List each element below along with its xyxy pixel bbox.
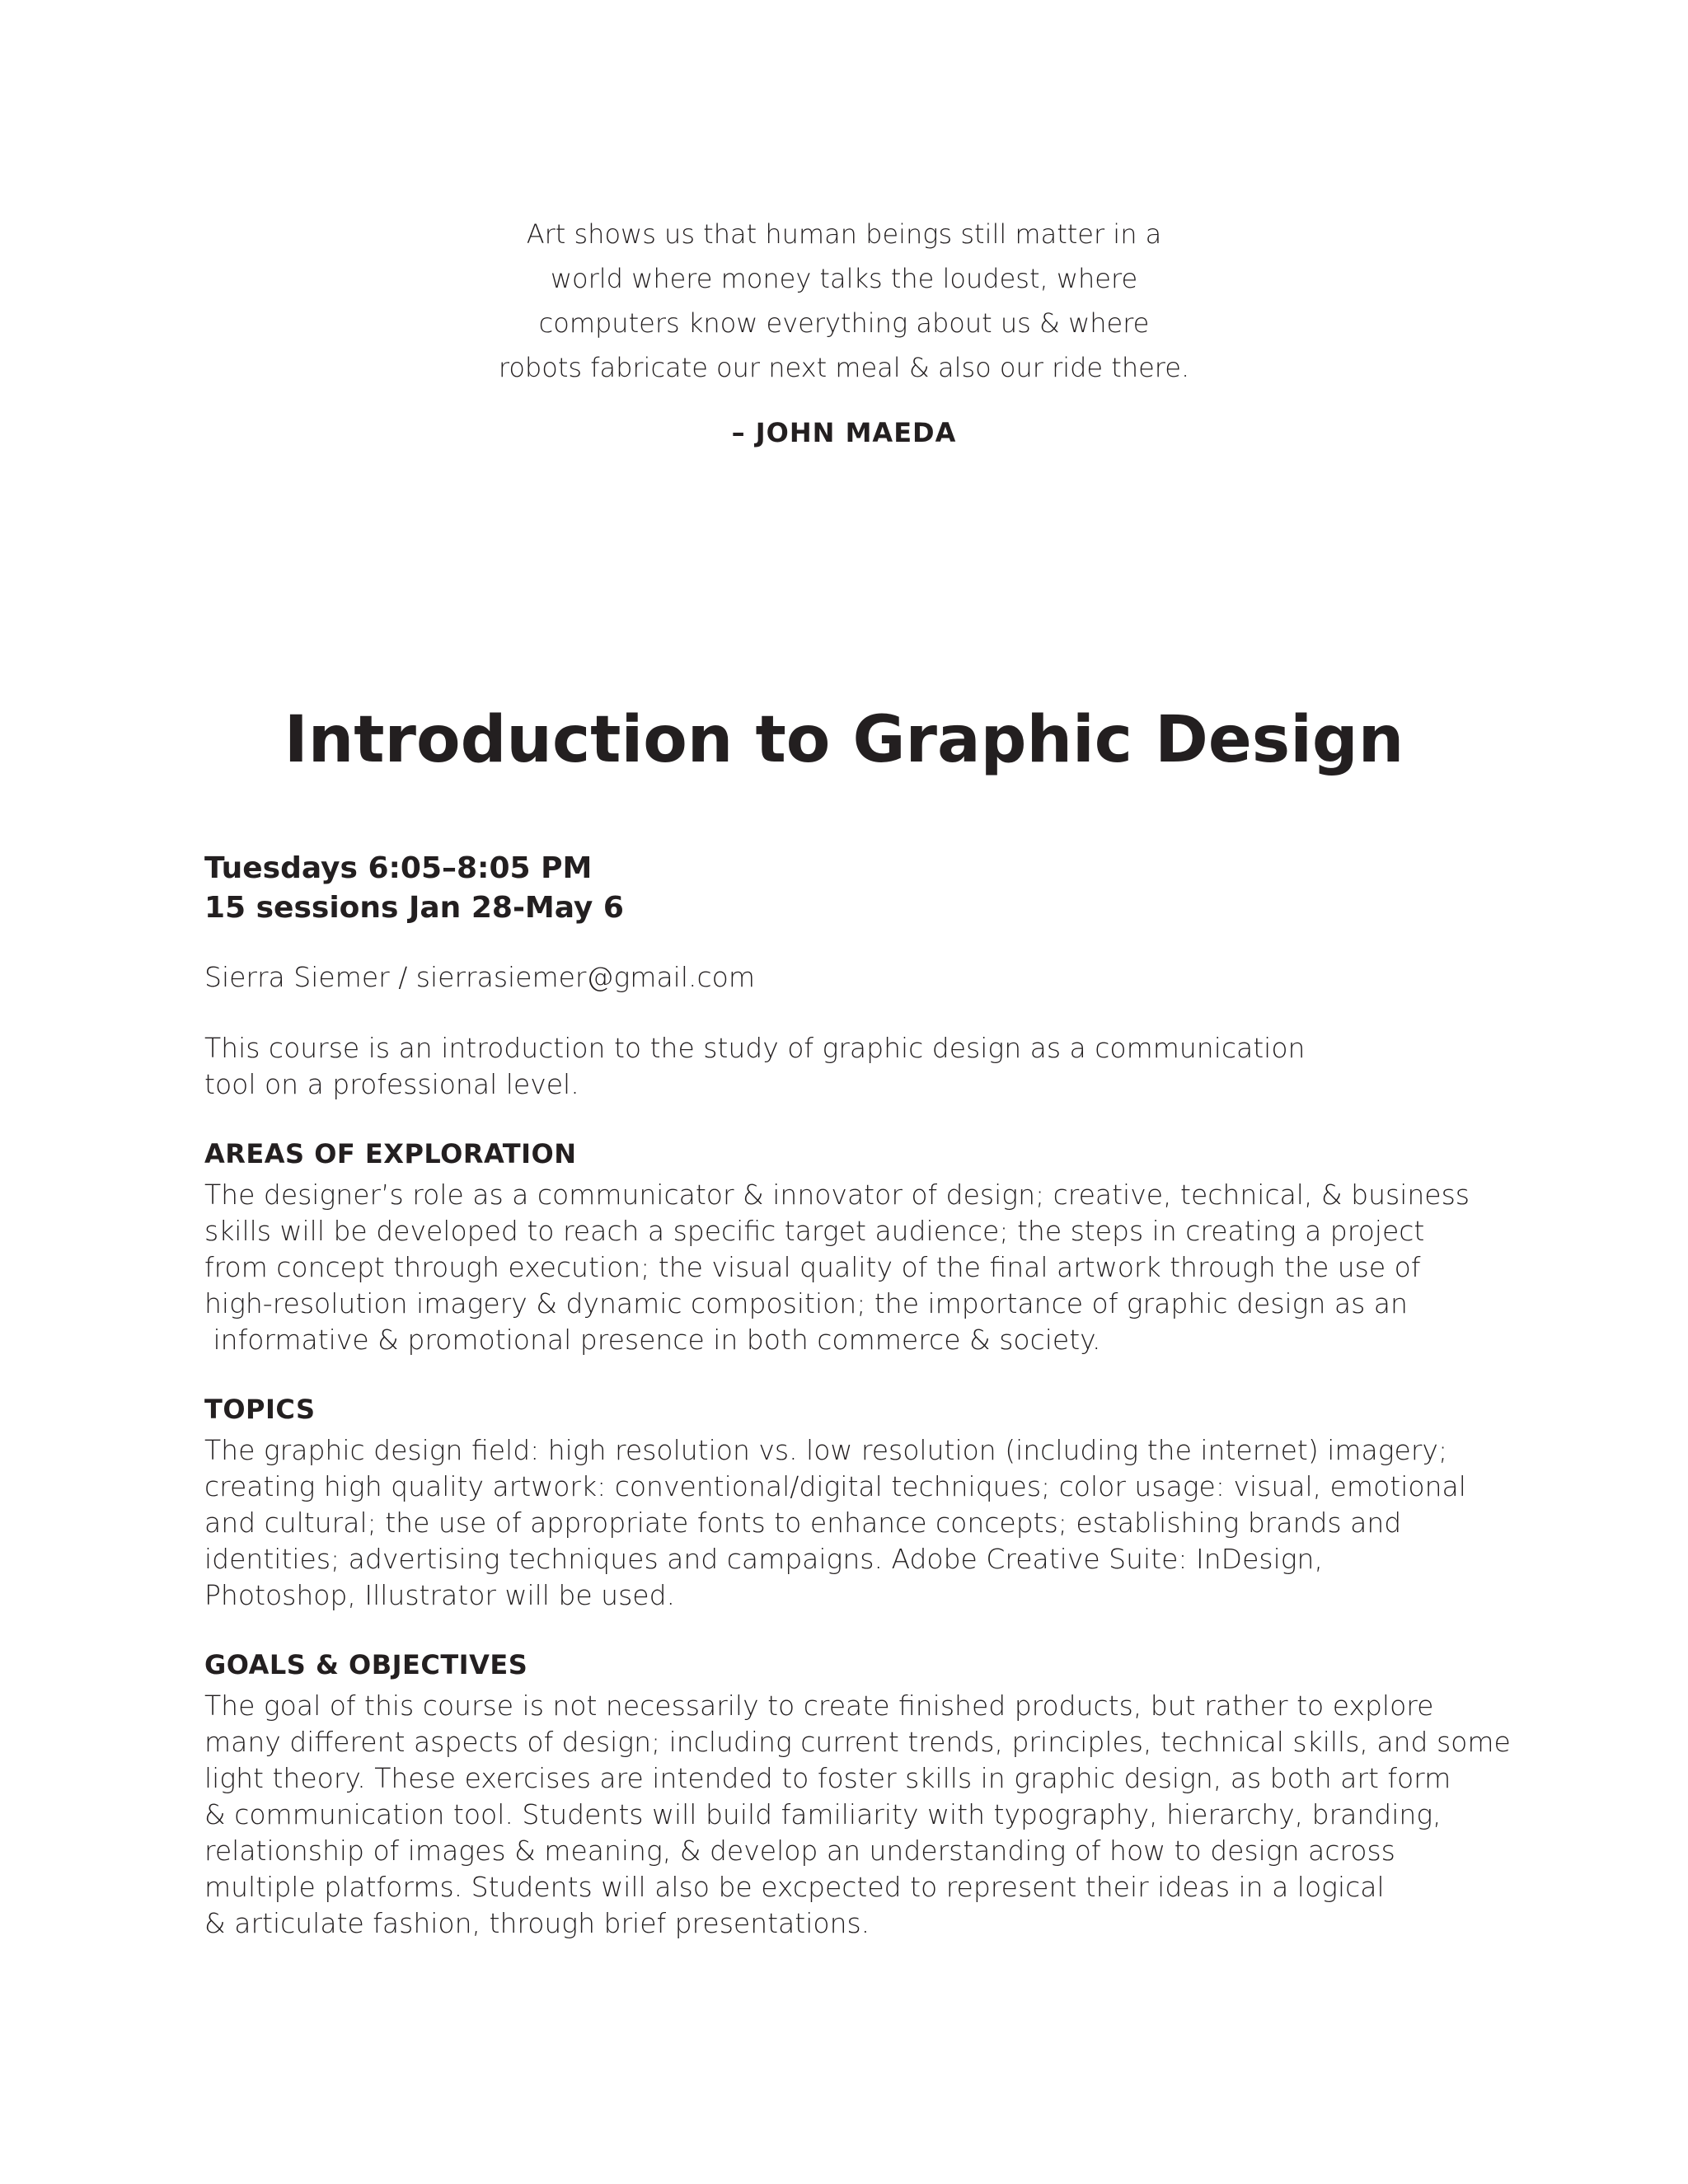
body-line: skills will be developed to reach a specific target audience; the steps in creating a project xyxy=(204,1215,1425,1247)
body-line: The goal of this course is not necessarily to create finished products, but rather to explore xyxy=(204,1690,1434,1722)
epigraph-quote xyxy=(0,212,1688,449)
body-line: high-resolution imagery & dynamic composition; the importance of graphic design as an xyxy=(204,1287,1408,1319)
page-title: Introduction to Graphic Design xyxy=(284,703,1404,777)
body-line: The designer’s role as a communicator & innovator of design; creative, technical, & business xyxy=(204,1179,1470,1211)
body-line: and cultural; the use of appropriate fonts to enhance concepts; establishing brands and xyxy=(204,1507,1402,1539)
body-line: relationship of images & meaning, & develop an understanding of how to design across xyxy=(204,1835,1395,1867)
section-topics xyxy=(204,1391,1523,1614)
body-line: The graphic design field: high resolution vs. low resolution (including the internet) imagery; xyxy=(204,1434,1448,1466)
section-heading: AREAS OF EXPLORATION xyxy=(204,1138,577,1169)
section-body xyxy=(204,1432,1523,1614)
body-line: informative & promotional presence in both commerce & society. xyxy=(204,1324,1101,1356)
quote-attribution: – JOHN MAEDA xyxy=(731,417,957,448)
section-goals-objectives xyxy=(204,1647,1523,1942)
instructor-contact: Sierra Siemer / sierrasiemer@gmail.com xyxy=(204,961,755,993)
syllabus-body xyxy=(204,849,1523,1942)
body-line: many different aspects of design; including current trends, principles, technical skills, and some xyxy=(204,1726,1511,1758)
section-body xyxy=(204,1688,1523,1942)
body-line: Photoshop, Illustrator will be used. xyxy=(204,1579,676,1611)
body-line: identities; advertising techniques and campaigns. Adobe Creative Suite: InDesign, xyxy=(204,1543,1323,1575)
body-line: & communication tool. Students will build familiarity with typography, hierarchy, branding, xyxy=(204,1798,1442,1830)
body-line: light theory. These exercises are intended to foster skills in graphic design, as both art form xyxy=(204,1762,1451,1794)
section-heading: GOALS & OBJECTIVES xyxy=(204,1649,528,1680)
quote-line: robots fabricate our next meal & also our ride there. xyxy=(498,352,1190,383)
intro-line: tool on a professional level. xyxy=(204,1068,579,1100)
body-line: from concept through execution; the visual quality of the final artwork through the use of xyxy=(204,1251,1421,1283)
section-areas-of-exploration xyxy=(204,1136,1523,1358)
quote-line: world where money talks the loudest, where xyxy=(550,263,1138,294)
intro-line: This course is an introduction to the study of graphic design as a communication xyxy=(204,1032,1306,1064)
body-line: multiple platforms. Students will also be excpected to represent their ideas in a logical xyxy=(204,1871,1385,1903)
course-schedule xyxy=(204,849,1523,928)
course-intro xyxy=(204,1030,1523,1103)
quote-line: Art shows us that human beings still matter in a xyxy=(526,218,1162,250)
body-line: & articulate fashion, through brief presentations. xyxy=(204,1907,870,1939)
schedule-sessions: 15 sessions Jan 28-May 6 xyxy=(204,891,624,925)
body-line: creating high quality artwork: conventional/digital techniques; color usage: visual, emotional xyxy=(204,1470,1466,1502)
quote-line: computers know everything about us & where xyxy=(538,307,1150,339)
section-heading: TOPICS xyxy=(204,1394,316,1425)
section-body xyxy=(204,1177,1523,1358)
schedule-time: Tuesdays 6:05–8:05 PM xyxy=(204,851,593,885)
